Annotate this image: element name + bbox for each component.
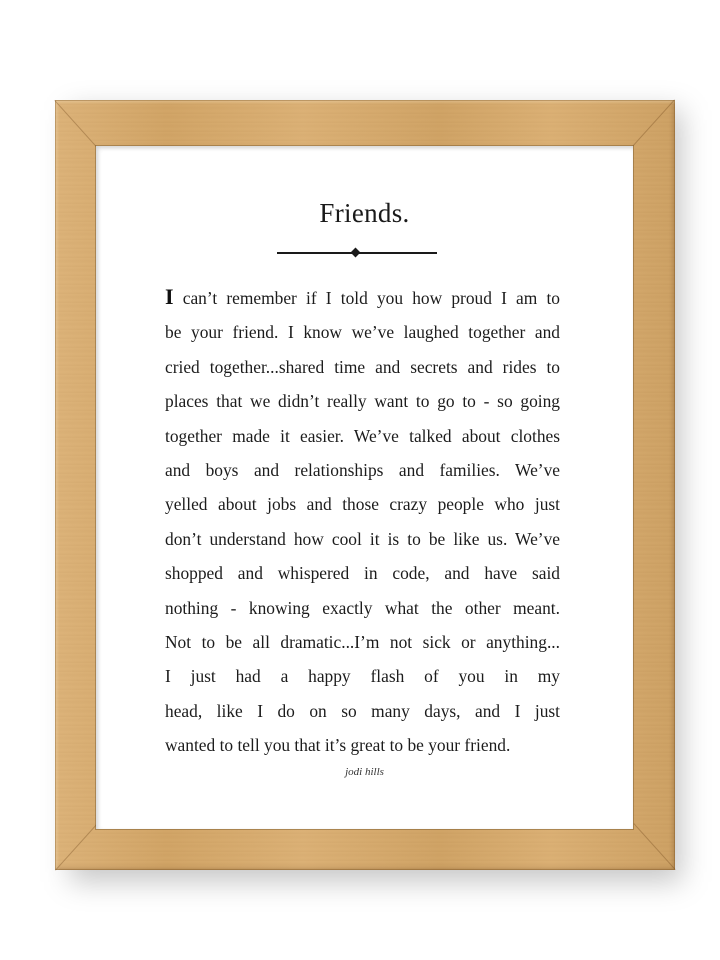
poem-line: cried together...shared time and secrets and rides to (165, 356, 560, 377)
poem-title: Friends. (319, 198, 410, 228)
title-divider (277, 248, 437, 258)
poem-line: don’t understand how cool it is to be like us. We’ve (165, 528, 560, 549)
poem-line: places that we didn’t really want to go to - so going (165, 391, 560, 412)
divider-diamond-ornament (351, 248, 361, 258)
print-paper (96, 146, 633, 829)
frame-mitre-bottom-left (55, 824, 97, 871)
frame-mitre-top-right (633, 99, 675, 146)
poem-line: wanted to tell you that it’s great to be your friend. (165, 735, 511, 756)
poem-line: shopped and whispered in code, and have said (165, 563, 560, 584)
frame-mitre-top-left (54, 100, 96, 147)
poem-line: yelled about jobs and those crazy people who just (165, 494, 560, 515)
poem-line-text: can’t remember if I told you how proud I am to (173, 288, 560, 308)
author-signature: jodi hills (345, 766, 384, 778)
poem-line: and boys and relationships and families. We’ve (165, 460, 560, 481)
poem-line: head, like I do on so many days, and I just (165, 700, 560, 721)
poem-first-letter: I (165, 284, 174, 309)
poem-line: I just had a happy flash of you in my (165, 666, 560, 687)
frame-mitre-bottom-right (634, 823, 676, 870)
poem-line: be your friend. I know we’ve laughed together and (165, 322, 560, 343)
poem-line (165, 280, 560, 315)
poem-body (165, 280, 560, 763)
poem-line: together made it easier. We’ve talked about clothes (165, 425, 560, 446)
wooden-picture-frame (55, 100, 675, 870)
poem-line: Not to be all dramatic...I’m not sick or anything... (165, 632, 560, 653)
poem-line: nothing - knowing exactly what the other meant. (165, 597, 560, 618)
